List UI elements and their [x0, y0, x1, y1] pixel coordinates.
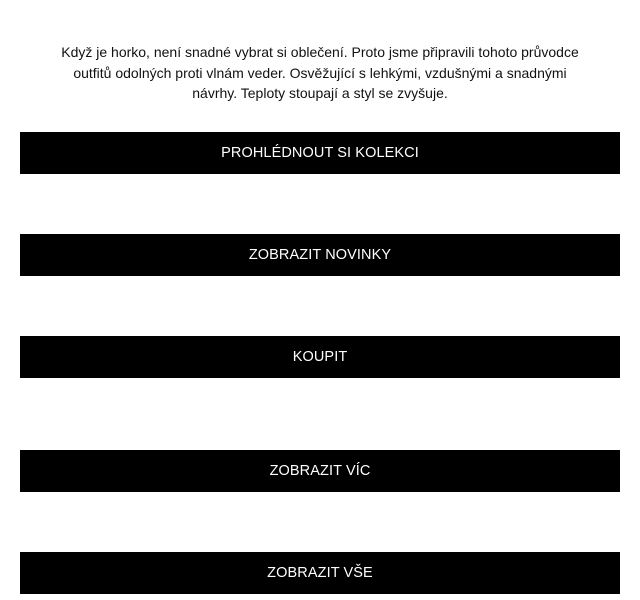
intro-text — [40, 42, 600, 104]
intro-line-3: návrhy. Teploty stoupají a styl se zvyšuje. — [192, 85, 448, 101]
show-all-button[interactable] — [20, 552, 620, 594]
browse-collection-label: PROHLÉDNOUT SI KOLEKCI — [221, 145, 419, 161]
show-new-arrivals-label: ZOBRAZIT NOVINKY — [248, 247, 392, 263]
browse-collection-button[interactable] — [20, 132, 620, 174]
intro-line-2: outfitů odolných proti vlnám veder. Osvěžující s lehkými, vzdušnými a snadnými — [73, 64, 567, 81]
buy-label: KOUPIT — [292, 349, 348, 365]
show-all-label: ZOBRAZIT VŠE — [267, 565, 373, 581]
show-more-label: ZOBRAZIT VÍC — [269, 463, 371, 479]
show-more-button[interactable] — [20, 450, 620, 492]
intro-line-1: Když je horko, není snadné vybrat si oblečení. Proto jsme připravili tohoto průvodce — [61, 44, 579, 60]
buy-button[interactable] — [20, 336, 620, 378]
show-new-arrivals-button[interactable] — [20, 234, 620, 276]
